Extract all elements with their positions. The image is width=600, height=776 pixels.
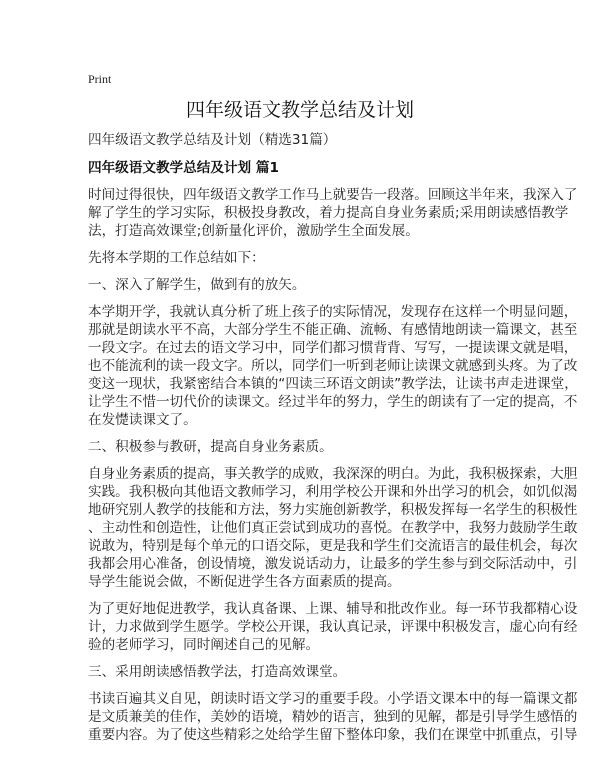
section-heading: 四年级语文教学总结及计划 篇1 — [88, 160, 279, 176]
paragraph-one — [88, 303, 578, 429]
text-line: 我都会用心准备，创设情境，激发说话动力，让最多的学生参与到交际活动中，引 — [88, 556, 578, 572]
text-line: 一、深入了解学生，做到有的放矢。 — [88, 277, 306, 293]
document-body — [88, 186, 578, 753]
text-line: 解了学生的学习实际，积极投身教改，着力提高自身业务素质;采用朗读感悟教学 — [88, 205, 569, 221]
text-line: 为了更好地促进教学，我认真备课、上课、辅导和批改作业。每一环节我都精心设 — [88, 601, 578, 617]
text-line: 书读百遍其义自见，朗读时语文学习的重要手段。小学语文课本中的每一篇课文都 — [88, 691, 578, 707]
text-line: 那就是朗读水平不高，大部分学生不能正确、流畅、有感情地朗读一篇课文，甚至 — [88, 322, 578, 338]
text-line: 在发憷读课文了。 — [88, 412, 197, 428]
intro-paragraph — [88, 186, 578, 240]
text-line: 导学生能说会做，不断促进学生各方面素质的提高。 — [88, 574, 401, 590]
heading-two — [88, 438, 548, 456]
text-line: 自身业务素质的提高，事关教学的成败，我深深的明白。为此，我积极探索，大胆 — [88, 466, 578, 482]
paragraph-four — [88, 690, 578, 744]
summary-intro — [88, 249, 548, 267]
text-line: 是文质兼美的佳作，美妙的语境，精妙的语言，独到的见解，都是引导学生感悟的 — [88, 709, 578, 725]
text-line: 让学生不惜一切代价的读课文。经过半年的努力，学生的朗读有了一定的提高，不 — [88, 394, 578, 410]
text-line: 计，力求做到学生愿学。学校公开课，我认真记录，评课中积极发言，虚心向有经 — [88, 619, 578, 635]
text-line: 本学期开学，我就认真分析了班上孩子的实际情况，发现存在这样一个明显问题， — [88, 304, 578, 320]
text-line: 地研究别人教学的技能和方法，努力实施创新教学，积极发挥每一名学生的积极性 — [88, 502, 578, 518]
page-title: 四年级语文教学总结及计划 — [185, 99, 414, 121]
paragraph-three — [88, 600, 578, 654]
paragraph-two — [88, 465, 578, 591]
heading-one — [88, 276, 548, 294]
text-line: 验的老师学习，同时阐述自己的见解。 — [88, 637, 320, 653]
text-line: 重要内容。为了使这些精彩之处给学生留下整体印象，我们在课堂中抓重点，引导 — [88, 727, 578, 743]
document-subtitle: 四年级语文教学总结及计划（精选31篇） — [88, 132, 337, 148]
text-line: 时间过得很快，四年级语文教学工作马上就要告一段落。回顾这半年来，我深入了 — [88, 187, 578, 203]
text-line: 二、积极参与教研，提高自身业务素质。 — [88, 439, 333, 455]
text-line: 实践。我积极向其他语文教师学习，利用学校公开课和外出学习的机会，如饥似渴 — [88, 484, 578, 500]
text-line: 、主动性和创造性，让他们真正尝试到成功的喜悦。在教学中，我努力鼓励学生敢 — [88, 520, 578, 536]
text-line: 变这一现状，我紧密结合本镇的“四读三环语文朗读”教学法，让读书声走进课堂， — [88, 376, 578, 392]
text-line: 也不能流利的读一段文字。所以，同学们一听到老师让读课文就感到头疼。为了改 — [88, 358, 578, 374]
text-line: 一段文字。在过去的语文学习中，同学们都习惯背背、写写，一提读课文就是唱， — [88, 340, 578, 356]
print-link[interactable]: Print — [88, 72, 112, 86]
text-line: 说敢为，特别是每个单元的口语交际，更是我和学生们交流语言的最佳机会，每次 — [88, 538, 578, 554]
text-line: 先将本学期的工作总结如下： — [88, 250, 265, 266]
text-line: 法，打造高效课堂;创新量化评价，激励学生全面发展。 — [88, 223, 419, 239]
heading-three — [88, 663, 548, 681]
text-line: 三、采用朗读感悟教学法，打造高效课堂。 — [88, 664, 347, 680]
